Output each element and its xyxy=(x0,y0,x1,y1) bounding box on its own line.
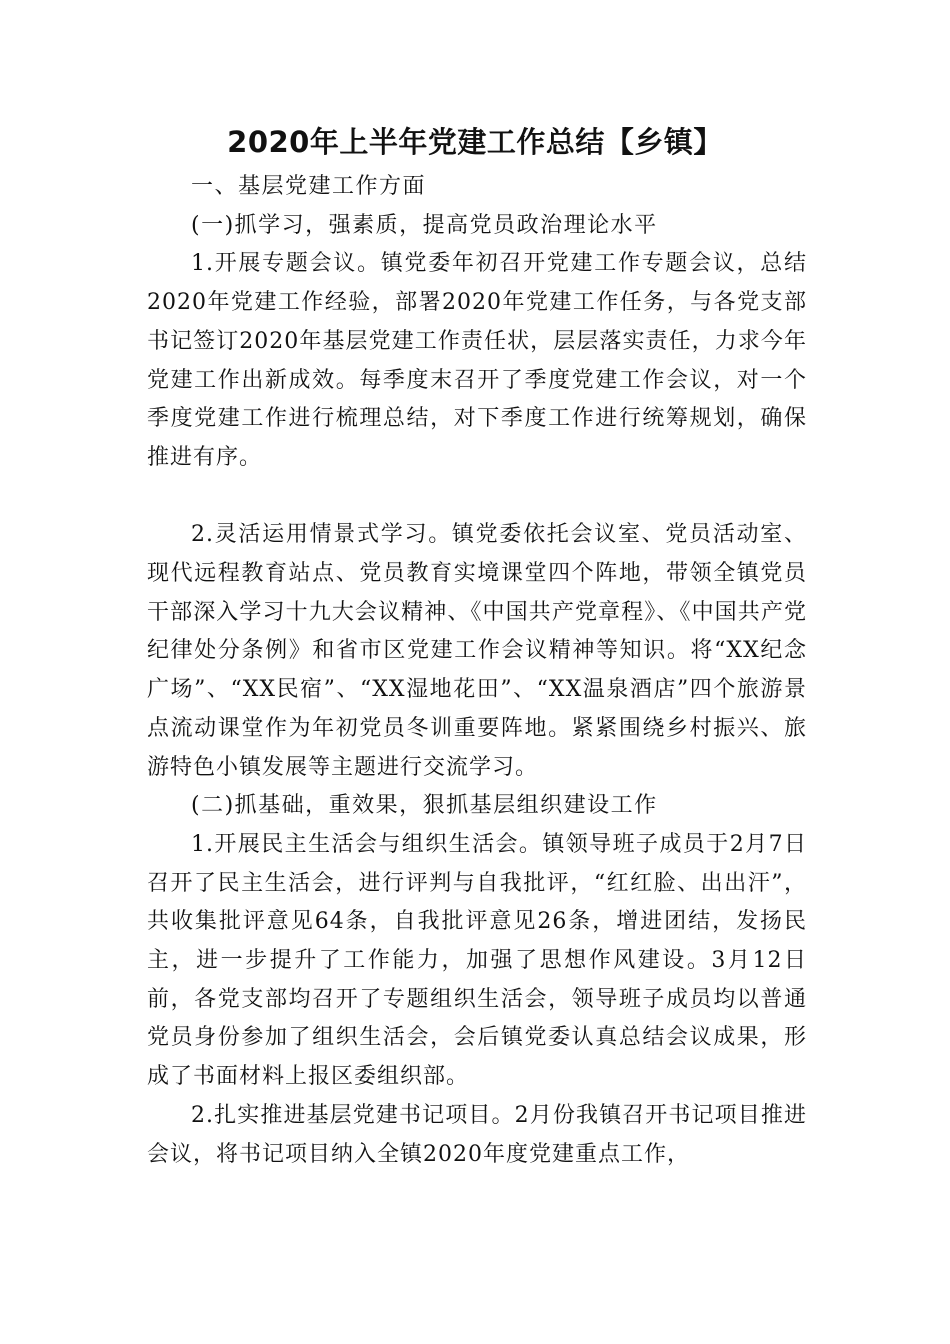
paragraph-2-1: 1.开展民主生活会与组织生活会。镇领导班子成员于2月7日召开了民主生活会，进行评判与自我批评，“红红脸、出出汗”，共收集批评意见64条，自我批评意见26条，增进团结，发扬民主，进一步提升了工作能力，加强了思想作风建设。3月12日前，各党支部均召开了专题组织生活会，领导班子成员均以普通党员身份参加了组织生活会，会后镇党委认真总结会议成果，形成了书面材料上报区委组织部。 xyxy=(147,831,807,1090)
paragraph-1-1: 1.开展专题会议。镇党委年初召开党建工作专题会议，总结2020年党建工作经验，部署2020年党建工作任务，与各党支部书记签订2020年基层党建工作责任状，层层落实责任，力求今年党建工作出新成效。每季度末召开了季度党建工作会议，对一个季度党建工作进行梳理总结，对下季度工作进行统筹规划，确保推进有序。 xyxy=(147,251,807,470)
document-title: 2020年上半年党建工作总结【乡镇】 xyxy=(227,125,723,159)
paragraph-2-2: 2.扎实推进基层党建书记项目。2月份我镇召开书记项目推进会议，将书记项目纳入全镇2020年度党建重点工作， xyxy=(147,1102,807,1167)
subsection-heading-1: (一)抓学习，强素质，提高党员政治理论水平 xyxy=(191,212,658,238)
paragraph-1-2: 2.灵活运用情景式学习。镇党委依托会议室、党员活动室、现代远程教育站点、党员教育实境课堂四个阵地，带领全镇党员干部深入学习十九大会议精神、《中国共产党章程》、《中国共产党纪律处分条例》和省市区党建工作会议精神等知识。将“XX纪念广场”、“XX民宿”、“XX湿地花田”、“XX温泉酒店”四个旅游景点流动课堂作为年初党员冬训重要阵地。紧紧围绕乡村振兴、旅游特色小镇发展等主题进行交流学习。 xyxy=(147,522,807,780)
paragraph-gap xyxy=(147,478,807,517)
subsection-heading-2: (二)抓基础，重效果，狠抓基层组织建设工作 xyxy=(191,793,658,819)
document-body xyxy=(147,168,807,1174)
section-heading-1: 一、基层党建工作方面 xyxy=(191,174,427,199)
